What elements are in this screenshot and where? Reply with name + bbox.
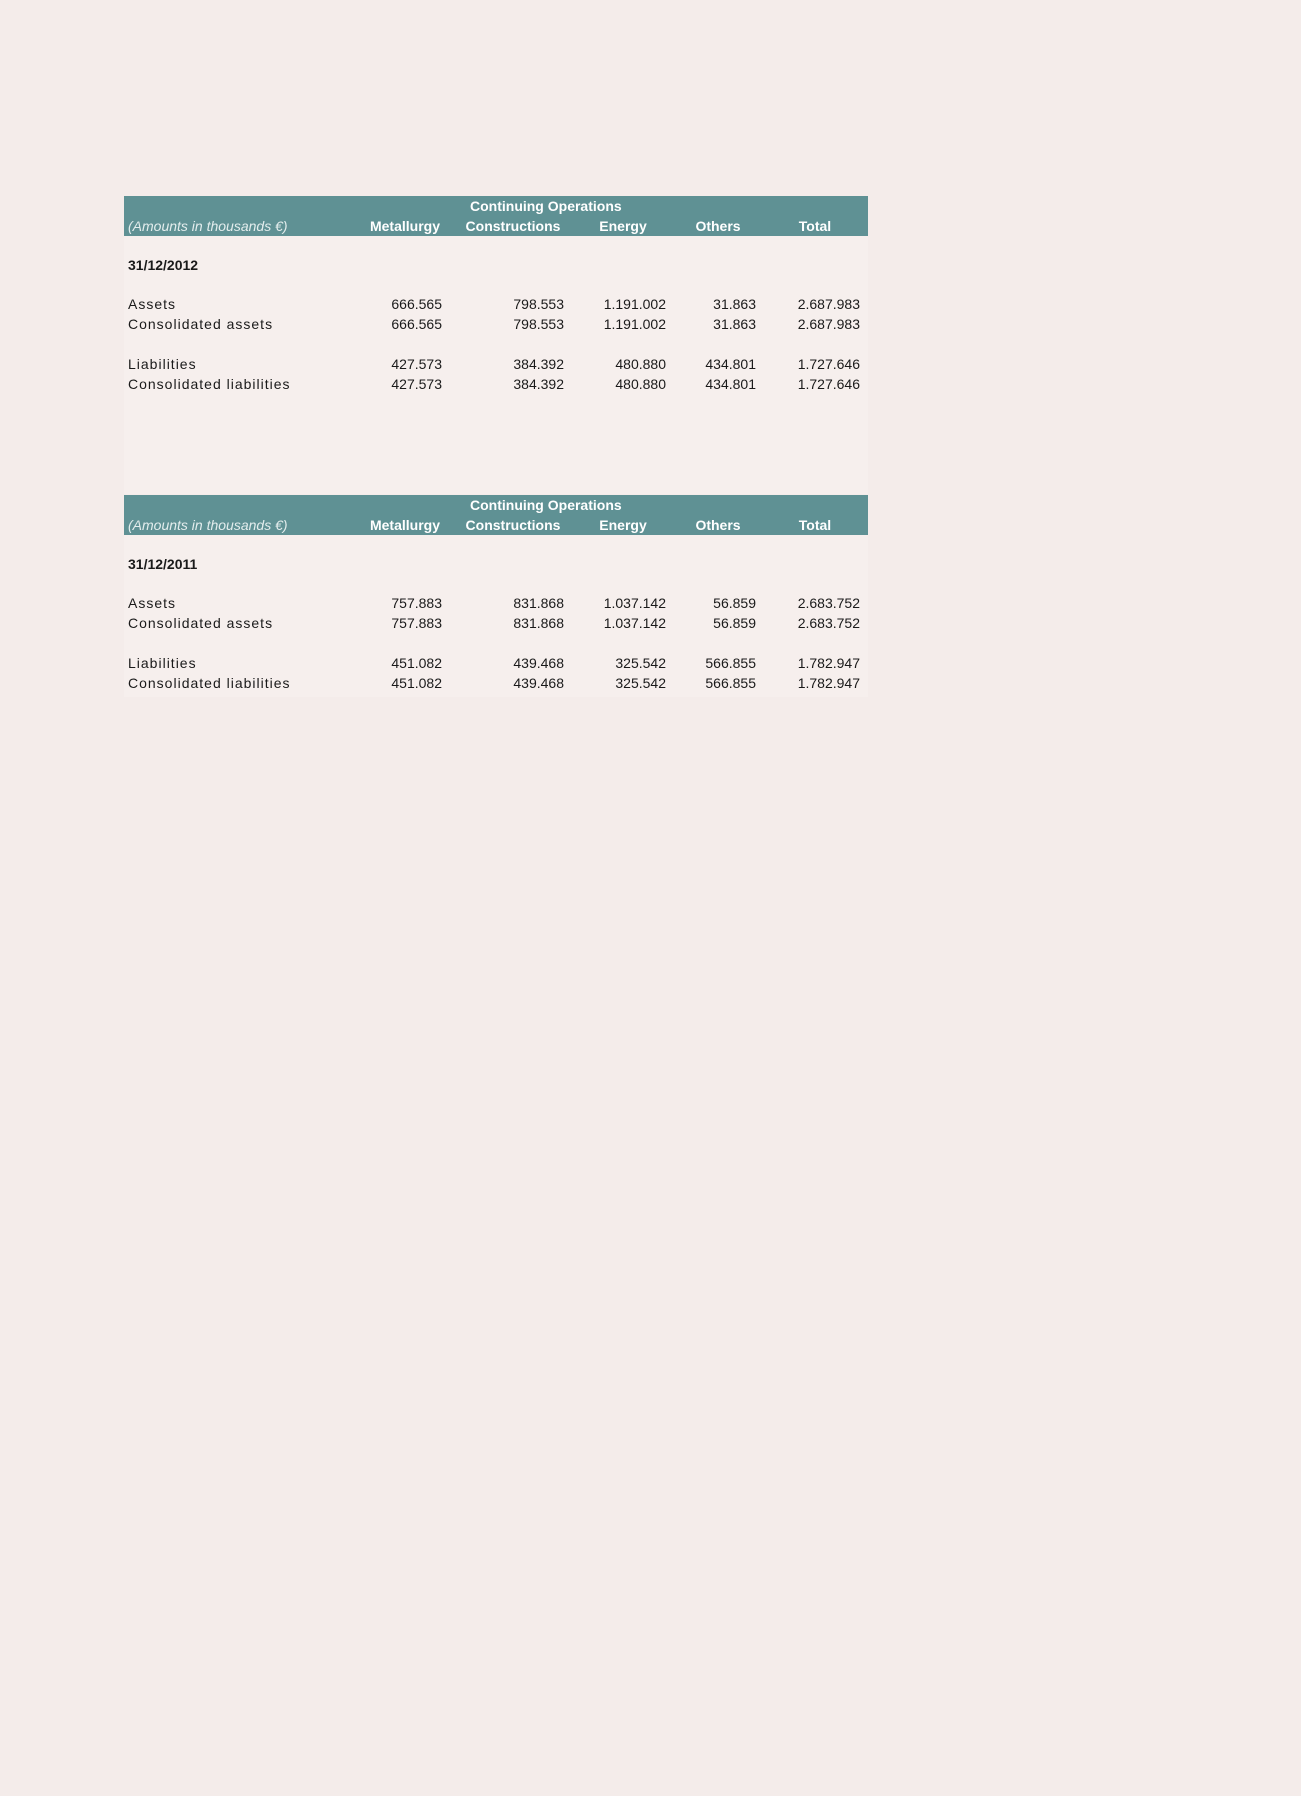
cell-metallurgy: 427.573	[391, 356, 442, 372]
cell-total: 2.683.752	[797, 595, 860, 611]
table-row	[124, 376, 868, 396]
row-label: Assets	[128, 595, 177, 611]
units-label: (Amounts in thousands €)	[128, 218, 288, 234]
cell-constructions: 384.392	[513, 356, 564, 372]
column-header-others: Others	[695, 218, 741, 234]
cell-total: 1.727.646	[797, 356, 860, 372]
table-row	[124, 595, 868, 615]
period-date: 31/12/2011	[128, 556, 198, 572]
column-header-others: Others	[695, 517, 741, 533]
cell-metallurgy: 427.573	[391, 376, 442, 392]
table-row	[124, 615, 868, 635]
operations-title: Continuing Operations	[470, 497, 622, 513]
row-label: Consolidated assets	[128, 316, 274, 332]
cell-constructions: 798.553	[513, 316, 564, 332]
table-row	[124, 655, 868, 675]
cell-energy: 480.880	[615, 376, 666, 392]
cell-total: 2.687.983	[797, 316, 860, 332]
cell-metallurgy: 757.883	[391, 615, 442, 631]
column-header-energy: Energy	[599, 218, 647, 234]
table-header	[124, 495, 868, 535]
column-header-constructions: Constructions	[465, 517, 561, 533]
cell-metallurgy: 451.082	[391, 655, 442, 671]
cell-others: 56.859	[713, 595, 756, 611]
cell-constructions: 831.868	[513, 615, 564, 631]
column-header-total: Total	[798, 517, 832, 533]
row-label: Assets	[128, 296, 177, 312]
segment-table-2012	[124, 196, 868, 494]
table-row	[124, 356, 868, 376]
cell-constructions: 798.553	[513, 296, 564, 312]
row-label: Consolidated assets	[128, 615, 274, 631]
cell-metallurgy: 666.565	[391, 296, 442, 312]
cell-others: 566.855	[705, 655, 756, 671]
cell-energy: 1.191.002	[603, 296, 666, 312]
table-header	[124, 196, 868, 236]
cell-total: 2.687.983	[797, 296, 860, 312]
cell-total: 2.683.752	[797, 615, 860, 631]
column-header-metallurgy: Metallurgy	[369, 517, 440, 533]
cell-others: 31.863	[713, 316, 756, 332]
cell-energy: 325.542	[615, 655, 666, 671]
cell-energy: 480.880	[615, 356, 666, 372]
cell-energy: 1.191.002	[603, 316, 666, 332]
cell-metallurgy: 757.883	[391, 595, 442, 611]
row-label: Consolidated liabilities	[128, 675, 291, 691]
cell-total: 1.782.947	[797, 655, 860, 671]
column-header-constructions: Constructions	[465, 218, 561, 234]
column-header-total: Total	[798, 218, 832, 234]
row-label: Consolidated liabilities	[128, 376, 291, 392]
cell-constructions: 831.868	[513, 595, 564, 611]
cell-others: 566.855	[705, 675, 756, 691]
cell-energy: 1.037.142	[603, 595, 666, 611]
table-row	[124, 316, 868, 336]
column-header-energy: Energy	[599, 517, 647, 533]
column-header-metallurgy: Metallurgy	[369, 218, 440, 234]
row-label: Liabilities	[128, 655, 197, 671]
period-date: 31/12/2012	[128, 257, 199, 273]
cell-constructions: 439.468	[513, 675, 564, 691]
cell-others: 434.801	[705, 356, 756, 372]
table-row	[124, 675, 868, 695]
cell-constructions: 439.468	[513, 655, 564, 671]
cell-energy: 325.542	[615, 675, 666, 691]
table-row	[124, 296, 868, 316]
row-label: Liabilities	[128, 356, 197, 372]
cell-others: 56.859	[713, 615, 756, 631]
segment-table-2011	[124, 495, 868, 697]
operations-title: Continuing Operations	[470, 198, 622, 214]
cell-constructions: 384.392	[513, 376, 564, 392]
cell-others: 31.863	[713, 296, 756, 312]
cell-total: 1.782.947	[797, 675, 860, 691]
cell-total: 1.727.646	[797, 376, 860, 392]
cell-metallurgy: 666.565	[391, 316, 442, 332]
cell-energy: 1.037.142	[603, 615, 666, 631]
units-label: (Amounts in thousands €)	[128, 517, 288, 533]
cell-metallurgy: 451.082	[391, 675, 442, 691]
cell-others: 434.801	[705, 376, 756, 392]
